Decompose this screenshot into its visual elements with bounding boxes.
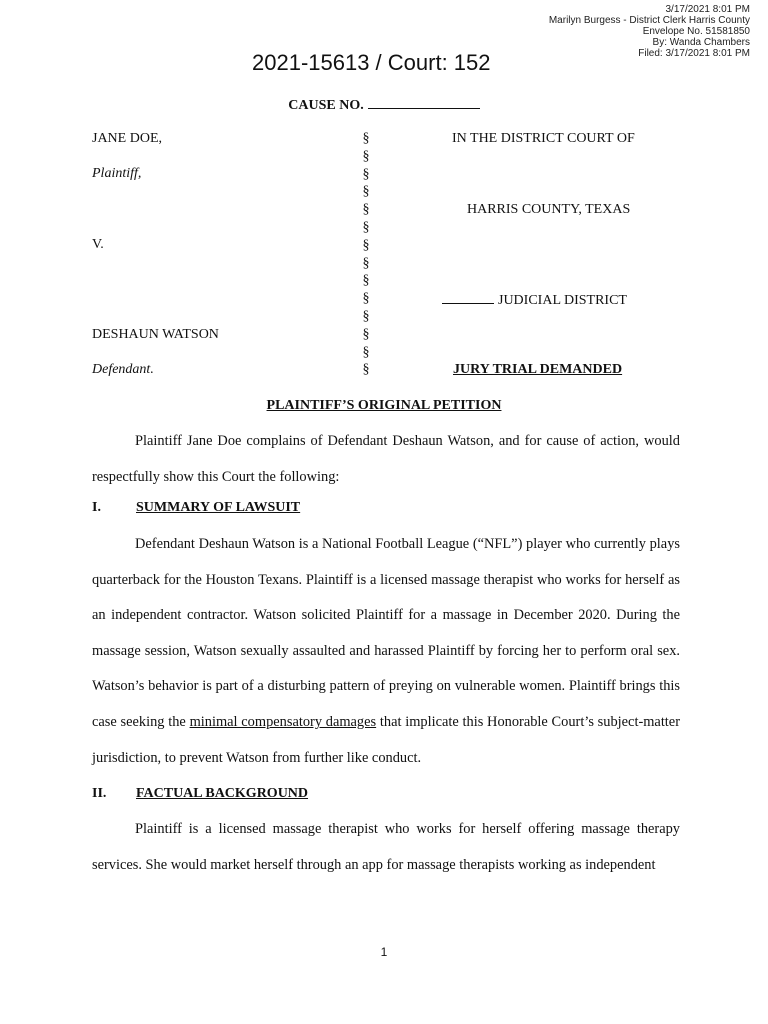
case-caption	[0, 0, 768, 390]
stamp-by: By: Wanda Chambers	[652, 37, 750, 48]
stamp-clerk: Marilyn Burgess - District Clerk Harris County	[548, 15, 750, 26]
section-1-text	[92, 527, 680, 776]
district-blank	[442, 291, 494, 304]
stamp-envelope: Envelope No. 51581850	[642, 26, 750, 37]
section-1-text-start: Defendant Deshaun Watson is a National Football League (“NFL”) player who currently plays quarterback for the Houston Texans. Plaintiff is a licensed massage therapist who works for herself as an independent contractor. Watson solicited Plaintiff for a massage in December 2020. During the massage session, Watson sexually assaulted and harassed Plaintiff by forcing her to perform oral sex. Watson’s behavior is part of a disturbing pattern of preying on vulnerable women. Plaintiff brings this case seeking the	[92, 536, 680, 730]
plaintiff-role: Plaintiff,	[92, 166, 142, 181]
intro-text: Plaintiff Jane Doe complains of Defendant Deshaun Watson, and for cause of action, would respectfully show this Court the following:	[92, 433, 680, 485]
section-2-title: FACTUAL BACKGROUND	[136, 786, 309, 801]
judicial-district-label: JUDICIAL DISTRICT	[498, 293, 627, 308]
section-2-number: II.	[92, 786, 107, 801]
section-1-paragraph	[92, 527, 680, 776]
section-1-heading	[92, 500, 300, 516]
defendant-role: Defendant.	[92, 362, 154, 377]
jury-trial-demanded: JURY TRIAL DEMANDED	[453, 362, 623, 377]
section-mark: §	[362, 344, 370, 360]
section-1-text-end: that implicate this Honorable Court’s subject-matter jurisdiction, to prevent Watson from further like conduct.	[92, 713, 680, 766]
stamp-datetime: 3/17/2021 8:01 PM	[665, 4, 750, 15]
section-mark: §	[362, 255, 370, 271]
section-mark: §	[362, 148, 370, 164]
cause-no-label: CAUSE NO.	[288, 98, 364, 113]
section-mark: §	[362, 219, 370, 235]
section-marks-column	[356, 130, 376, 379]
section-2-paragraph	[92, 812, 680, 883]
page-number: 1	[380, 945, 388, 959]
stamp-filed: Filed: 3/17/2021 8:01 PM	[638, 48, 750, 59]
court-line-2: HARRIS COUNTY, TEXAS	[467, 202, 631, 217]
section-mark: §	[362, 362, 370, 378]
section-1-underlined: minimal compensatory damages	[189, 713, 377, 730]
defendant-name: DESHAUN WATSON	[92, 327, 219, 342]
section-mark: §	[362, 326, 370, 342]
section-1-title: SUMMARY OF LAWSUIT	[136, 500, 301, 515]
plaintiff-name: JANE DOE,	[92, 131, 162, 146]
section-mark: §	[362, 291, 370, 307]
court-line-3	[442, 291, 627, 309]
section-2-text: Plaintiff is a licensed massage therapist who works for herself offering massage therapy services. She would market herself through an app for massage therapists working as independent	[92, 821, 680, 873]
section-mark: §	[362, 131, 370, 146]
section-2-heading	[92, 786, 308, 802]
section-mark: §	[362, 202, 370, 218]
section-mark: §	[362, 308, 370, 324]
section-mark: §	[362, 237, 370, 253]
case-number-header: 2021-15613 / Court: 152	[252, 50, 491, 75]
document-title: PLAINTIFF’S ORIGINAL PETITION	[266, 398, 502, 413]
section-mark: §	[362, 184, 370, 200]
intro-paragraph	[92, 424, 680, 495]
court-line-1: IN THE DISTRICT COURT OF	[452, 131, 635, 146]
section-mark: §	[362, 166, 370, 182]
section-mark: §	[362, 273, 370, 289]
section-1-number: I.	[92, 500, 101, 515]
versus: V.	[92, 237, 104, 252]
